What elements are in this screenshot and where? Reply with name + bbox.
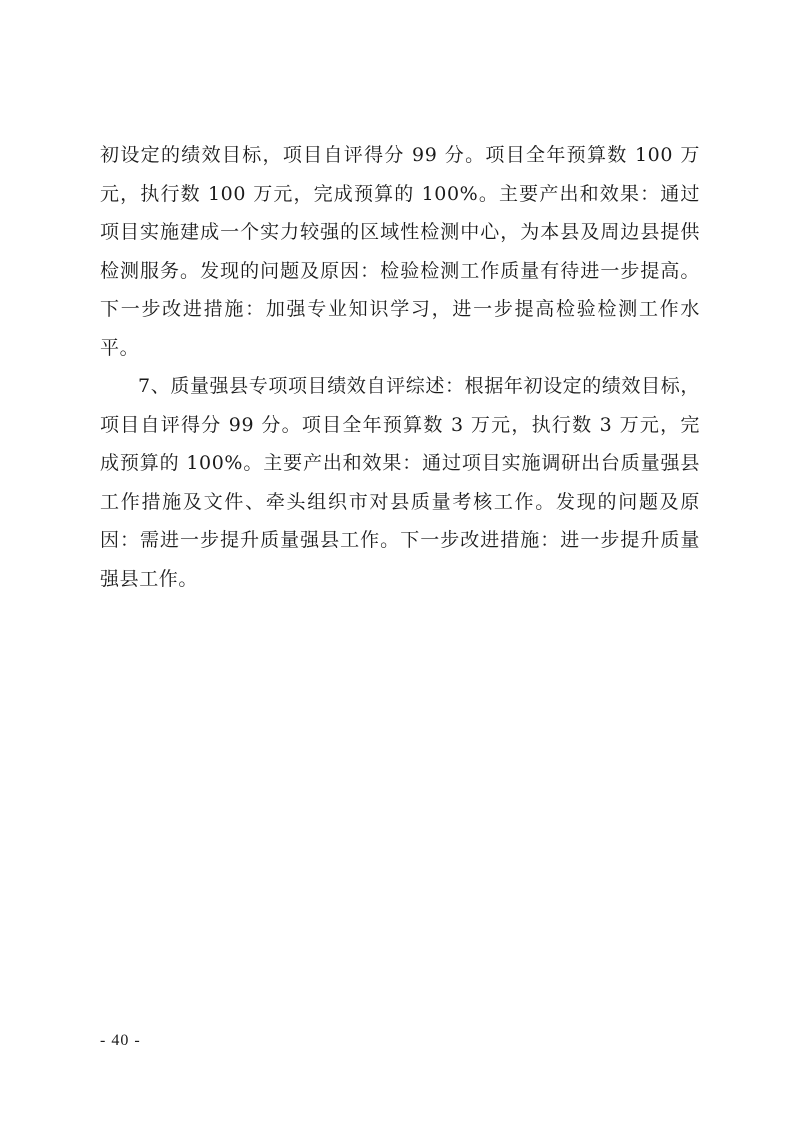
page-number: - 40 - (100, 1032, 141, 1049)
body-text (100, 136, 700, 598)
paragraph-item-7: 7、质量强县专项项目绩效自评综述：根据年初设定的绩效目标，项目自评得分 99 分。项目全年预算数 3 万元，执行数 3 万元，完成预算的 100%。主要产出和效果：通过项目实施调研出台质量强县工作措施及文件、牵头组织市对县质量考核工作。发现的问题及原因：需进一步提升质量强县工作。下一步改进措施：进一步提升质量强县工作。 (100, 375, 700, 590)
paragraph-continuation: 初设定的绩效目标，项目自评得分 99 分。项目全年预算数 100 万元，执行数 100 万元，完成预算的 100%。主要产出和效果：通过项目实施建成一个实力较强的区域性检测中心，为本县及周边县提供检测服务。发现的问题及原因：检验检测工作质量有待进一步提高。下一步改进措施：加强专业知识学习，进一步提高检验检测工作水平。 (100, 144, 700, 359)
